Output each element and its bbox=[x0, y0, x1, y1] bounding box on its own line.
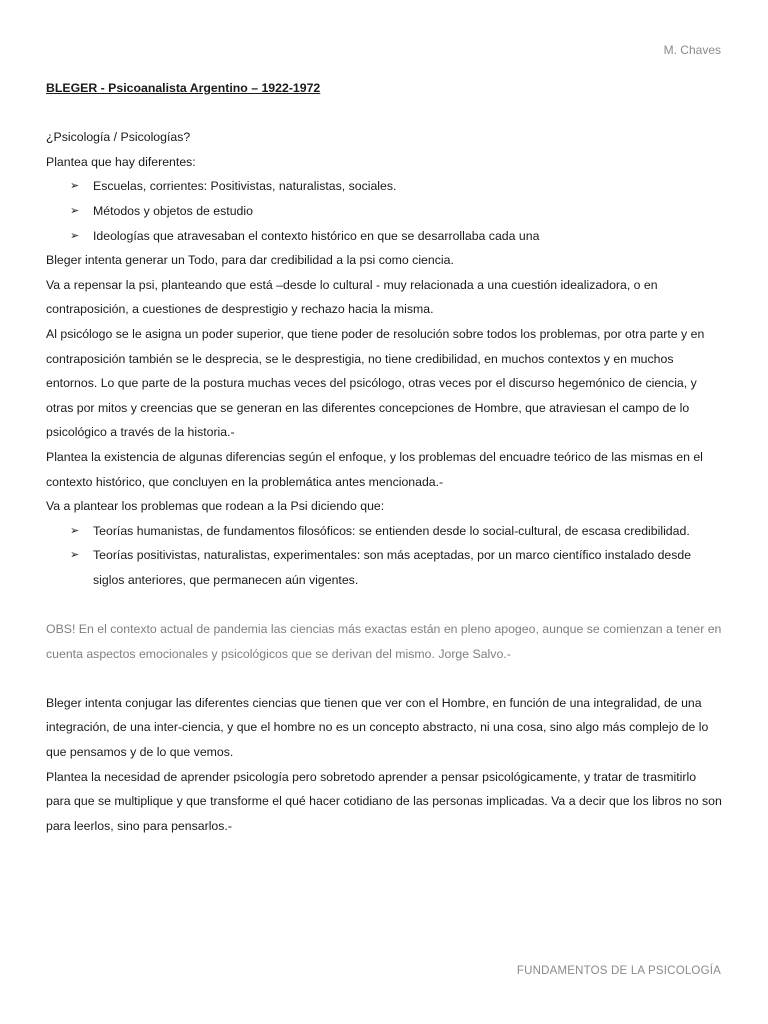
list-item-text: Teorías humanistas, de fundamentos filosóficos: se entienden desde lo social-cultural, de escasa credibilidad. bbox=[93, 523, 690, 538]
list-item bbox=[70, 224, 722, 249]
intro-line: Plantea que hay diferentes: bbox=[46, 154, 196, 169]
list-item-text: Métodos y objetos de estudio bbox=[93, 203, 253, 218]
blank-line bbox=[46, 666, 722, 691]
list-item-text: Ideologías que atravesaban el contexto histórico en que se desarrollaba cada una bbox=[93, 228, 540, 243]
paragraph: Va a repensar la psi, planteando que está –desde lo cultural - muy relacionada a una cuestión idealizadora, o en contraposición, a cuestiones de desprestigio y rechazo hacia la misma. bbox=[46, 277, 658, 317]
arrow-bullet-icon: ➢ bbox=[70, 229, 80, 242]
list-item-text: Escuelas, corrientes: Positivistas, naturalistas, sociales. bbox=[93, 179, 397, 194]
list-item bbox=[70, 543, 722, 592]
document-body bbox=[46, 76, 722, 838]
bullet-list-2 bbox=[46, 519, 722, 593]
paragraph: Al psicólogo se le asigna un poder superior, que tiene poder de resolución sobre todos los problemas, por otra parte y en contraposición también se le desprecia, se le desprestigia, no tiene credibilidad, en muchos contextos y en muchos entornos. Lo que parte de la postura muchas veces del psicólogo, otras veces por el discurso hegemónico de ciencia, y otras por mitos y creencias que se generan en las diferentes concepciones de Hombre, que atraviesan el campo de lo psicológico a través de la historia.- bbox=[46, 326, 705, 440]
obs-note: OBS! En el contexto actual de pandemia las ciencias más exactas están en pleno apogeo, aunque se comienzan a tener en cuenta aspectos emocionales y psicológicos que se derivan del mismo. Jorge Salvo.- bbox=[46, 622, 722, 661]
arrow-bullet-icon: ➢ bbox=[70, 180, 80, 193]
blank-line bbox=[46, 101, 722, 126]
paragraph: Va a plantear los problemas que rodean a la Psi diciendo que: bbox=[46, 499, 385, 514]
list-item bbox=[70, 199, 722, 224]
list-item bbox=[70, 174, 722, 199]
footer-course: FUNDAMENTOS DE LA PSICOLOGÍA bbox=[516, 965, 721, 977]
header-author: M. Chaves bbox=[663, 43, 721, 57]
paragraph: Plantea la necesidad de aprender psicología pero sobretodo aprender a pensar psicológicamente, y tratar de trasmitirlo para que se multiplique y que transforme el qué hacer cotidiano de las personas implicadas. Va a decir que los libros no son para leerlos, sino para pensarlos.- bbox=[46, 769, 722, 833]
arrow-bullet-icon: ➢ bbox=[70, 524, 80, 537]
paragraph: Plantea la existencia de algunas diferencias según el enfoque, y los problemas del encuadre teórico de las mismas en el contexto histórico, que concluyen en la problemática antes mencionada.- bbox=[46, 449, 703, 489]
document-title: BLEGER - Psicoanalista Argentino – 1922-1972 bbox=[46, 81, 321, 95]
paragraph: Bleger intenta generar un Todo, para dar credibilidad a la psi como ciencia. bbox=[46, 253, 454, 268]
arrow-bullet-icon: ➢ bbox=[70, 204, 80, 217]
bullet-list-1 bbox=[46, 174, 722, 248]
list-item bbox=[70, 519, 722, 544]
blank-line bbox=[46, 592, 722, 617]
arrow-bullet-icon: ➢ bbox=[70, 549, 80, 562]
question-line: ¿Psicología / Psicologías? bbox=[46, 130, 191, 145]
paragraph: Bleger intenta conjugar las diferentes ciencias que tienen que ver con el Hombre, en función de una integralidad, de una integración, de una inter-ciencia, y que el hombre no es un concepto abstracto, ni una cosa, sino algo más complejo de lo que pensamos y de lo que vemos. bbox=[46, 695, 709, 760]
list-item-text: Teorías positivistas, naturalistas, experimentales: son más aceptadas, por un marco científico instalado desde siglos anteriores, que permanecen aún vigentes. bbox=[93, 548, 692, 587]
